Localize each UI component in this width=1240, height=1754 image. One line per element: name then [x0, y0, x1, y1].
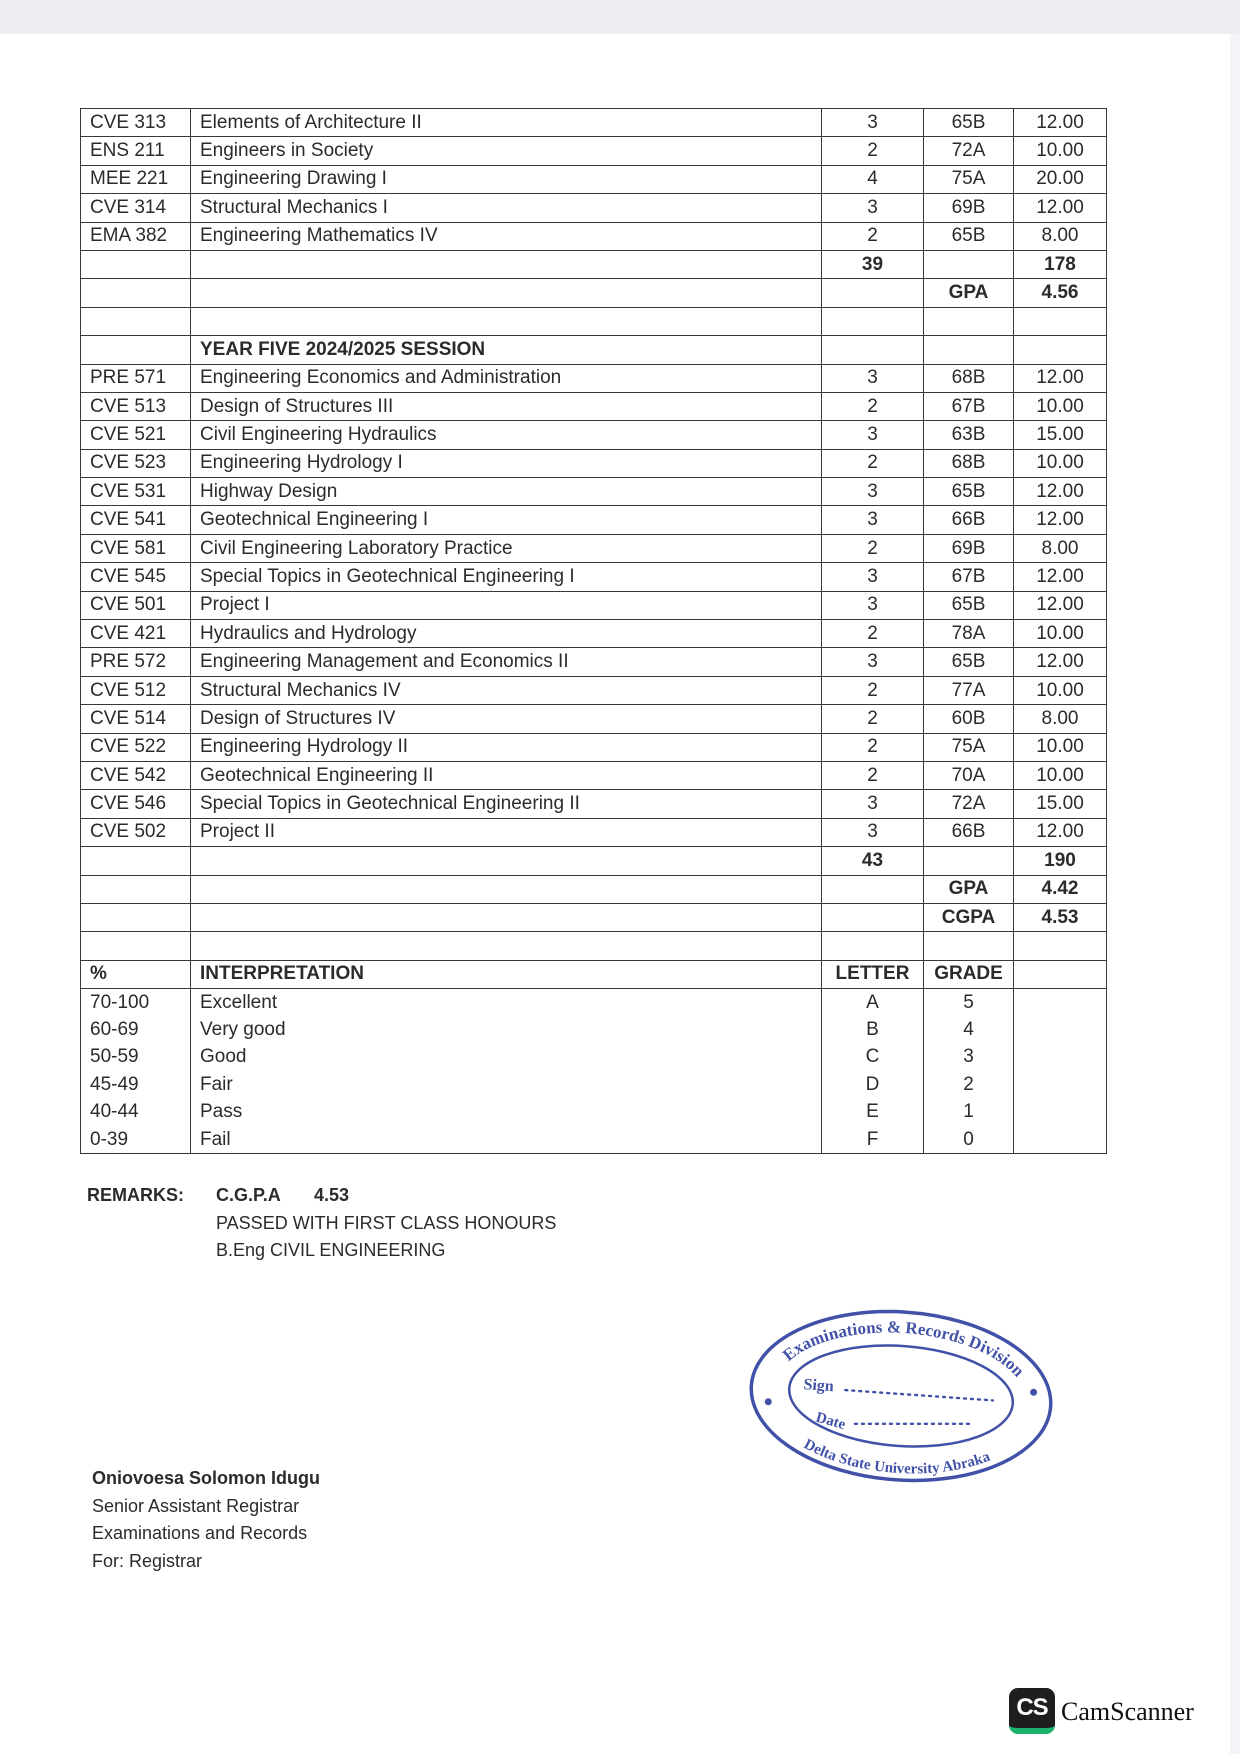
- empty-cell: [191, 875, 822, 903]
- course-title: Civil Engineering Laboratory Practice: [191, 534, 822, 562]
- letter-header: LETTER: [822, 960, 924, 988]
- course-score: 75A: [924, 733, 1014, 761]
- course-code: CVE 521: [81, 421, 191, 449]
- course-units: 4: [822, 165, 924, 193]
- interpretation-row: [81, 1126, 1107, 1154]
- course-code: CVE 581: [81, 534, 191, 562]
- course-row: [81, 818, 1107, 846]
- results-body: [81, 109, 1107, 1154]
- course-score: 77A: [924, 676, 1014, 704]
- empty-cell: [1014, 1016, 1107, 1044]
- course-title: Highway Design: [191, 478, 822, 506]
- empty-cell: [1014, 960, 1107, 988]
- course-row: [81, 421, 1107, 449]
- course-score: 65B: [924, 109, 1014, 137]
- letter-grade: E: [822, 1099, 924, 1127]
- interpretation-text: Fail: [191, 1126, 822, 1154]
- course-row: [81, 506, 1107, 534]
- course-units: 3: [822, 506, 924, 534]
- interpretation-text: Very good: [191, 1016, 822, 1044]
- course-title: Engineering Drawing I: [191, 165, 822, 193]
- empty-cell: [822, 279, 924, 307]
- course-code: CVE 546: [81, 790, 191, 818]
- course-row: [81, 591, 1107, 619]
- course-score: 65B: [924, 648, 1014, 676]
- remarks-degree: B.Eng CIVIL ENGINEERING: [216, 1240, 446, 1260]
- interpretation-text: Pass: [191, 1099, 822, 1127]
- total-row: [81, 250, 1107, 278]
- course-row: [81, 790, 1107, 818]
- course-points: 12.00: [1014, 648, 1107, 676]
- grade-point: 0: [924, 1126, 1014, 1154]
- course-points: 12.00: [1014, 194, 1107, 222]
- remarks-cgpa-label: C.G.P.A: [216, 1185, 281, 1205]
- total-points: 178: [1014, 250, 1107, 278]
- empty-cell: [1014, 989, 1107, 1017]
- course-points: 8.00: [1014, 222, 1107, 250]
- scan-top-margin: [0, 0, 1240, 34]
- stamp-dot-right: [1030, 1389, 1037, 1396]
- cgpa-label: CGPA: [924, 903, 1014, 931]
- empty-cell: [81, 875, 191, 903]
- course-code: CVE 501: [81, 591, 191, 619]
- course-units: 3: [822, 421, 924, 449]
- percent-range: 70-100: [81, 989, 191, 1017]
- course-code: CVE 541: [81, 506, 191, 534]
- course-units: 3: [822, 563, 924, 591]
- course-points: 15.00: [1014, 790, 1107, 818]
- letter-grade: D: [822, 1071, 924, 1099]
- course-row: [81, 761, 1107, 789]
- camscanner-brand: CamScanner: [1061, 1697, 1194, 1726]
- course-code: CVE 531: [81, 478, 191, 506]
- camscanner-logo-icon: [1009, 1688, 1055, 1734]
- gpa-row: [81, 279, 1107, 307]
- session-heading: YEAR FIVE 2024/2025 SESSION: [191, 336, 822, 364]
- signatory-on-behalf: For: Registrar: [92, 1551, 203, 1571]
- empty-cell: [81, 847, 191, 875]
- stamp-sign-line: [845, 1390, 993, 1400]
- course-title: Design of Structures IV: [191, 705, 822, 733]
- course-code: CVE 545: [81, 563, 191, 591]
- total-units: 43: [822, 847, 924, 875]
- course-row: [81, 137, 1107, 165]
- course-code: CVE 514: [81, 705, 191, 733]
- course-units: 3: [822, 194, 924, 222]
- course-score: 67B: [924, 392, 1014, 420]
- total-points: 190: [1014, 847, 1107, 875]
- course-title: Hydraulics and Hydrology: [191, 620, 822, 648]
- empty-cell: [81, 932, 191, 960]
- course-row: [81, 165, 1107, 193]
- course-row: [81, 478, 1107, 506]
- empty-cell: [81, 279, 191, 307]
- course-score: 68B: [924, 364, 1014, 392]
- empty-cell: [81, 307, 191, 335]
- empty-cell: [191, 250, 822, 278]
- grade-point: 4: [924, 1016, 1014, 1044]
- empty-cell: [1014, 1126, 1107, 1154]
- course-units: 3: [822, 591, 924, 619]
- course-row: [81, 534, 1107, 562]
- empty-cell: [81, 336, 191, 364]
- blank-row: [81, 307, 1107, 335]
- course-title: Geotechnical Engineering II: [191, 761, 822, 789]
- course-points: 8.00: [1014, 534, 1107, 562]
- empty-cell: [822, 336, 924, 364]
- empty-cell: [822, 307, 924, 335]
- course-points: 12.00: [1014, 591, 1107, 619]
- grade-header: GRADE: [924, 960, 1014, 988]
- letter-grade: F: [822, 1126, 924, 1154]
- course-score: 72A: [924, 790, 1014, 818]
- remarks-class-of-degree: PASSED WITH FIRST CLASS HONOURS: [216, 1213, 557, 1233]
- course-code: CVE 522: [81, 733, 191, 761]
- course-units: 2: [822, 620, 924, 648]
- letter-grade: B: [822, 1016, 924, 1044]
- course-units: 2: [822, 733, 924, 761]
- letter-grade: C: [822, 1044, 924, 1072]
- empty-cell: [822, 903, 924, 931]
- stamp-date-label: Date: [813, 1409, 848, 1434]
- course-title: Geotechnical Engineering I: [191, 506, 822, 534]
- course-points: 12.00: [1014, 506, 1107, 534]
- course-score: 65B: [924, 478, 1014, 506]
- course-title: Structural Mechanics IV: [191, 676, 822, 704]
- empty-cell: [822, 932, 924, 960]
- course-row: [81, 705, 1107, 733]
- course-points: 10.00: [1014, 137, 1107, 165]
- course-points: 10.00: [1014, 676, 1107, 704]
- session-heading-row: [81, 336, 1107, 364]
- empty-cell: [81, 250, 191, 278]
- course-points: 12.00: [1014, 364, 1107, 392]
- empty-cell: [1014, 336, 1107, 364]
- letter-grade: A: [822, 989, 924, 1017]
- interpretation-text: Fair: [191, 1071, 822, 1099]
- interpretation-text: Good: [191, 1044, 822, 1072]
- percent-range: 40-44: [81, 1099, 191, 1127]
- course-score: 68B: [924, 449, 1014, 477]
- course-points: 10.00: [1014, 392, 1107, 420]
- total-units: 39: [822, 250, 924, 278]
- camscanner-logo-text: CS: [1016, 1694, 1048, 1721]
- course-title: Design of Structures III: [191, 392, 822, 420]
- course-points: 20.00: [1014, 165, 1107, 193]
- empty-cell: [81, 903, 191, 931]
- remarks-label: REMARKS:: [87, 1185, 184, 1205]
- course-units: 3: [822, 790, 924, 818]
- empty-cell: [822, 875, 924, 903]
- stamp-date-line: [855, 1416, 969, 1432]
- course-title: Civil Engineering Hydraulics: [191, 421, 822, 449]
- course-title: Elements of Architecture II: [191, 109, 822, 137]
- course-points: 15.00: [1014, 421, 1107, 449]
- course-units: 2: [822, 534, 924, 562]
- course-code: CVE 513: [81, 392, 191, 420]
- interpretation-row: [81, 1099, 1107, 1127]
- course-code: EMA 382: [81, 222, 191, 250]
- course-code: CVE 421: [81, 620, 191, 648]
- course-code: PRE 571: [81, 364, 191, 392]
- gpa-value: 4.56: [1014, 279, 1107, 307]
- course-points: 12.00: [1014, 818, 1107, 846]
- remarks-cgpa-value: 4.53: [314, 1185, 350, 1205]
- grade-point: 3: [924, 1044, 1014, 1072]
- interpretation-header-row: [81, 960, 1107, 988]
- course-score: 75A: [924, 165, 1014, 193]
- course-units: 2: [822, 761, 924, 789]
- empty-cell: [1014, 307, 1107, 335]
- cgpa-value: 4.53: [1014, 903, 1107, 931]
- course-units: 2: [822, 449, 924, 477]
- course-title: Engineering Mathematics IV: [191, 222, 822, 250]
- course-points: 10.00: [1014, 733, 1107, 761]
- course-code: CVE 523: [81, 449, 191, 477]
- course-title: Project II: [191, 818, 822, 846]
- course-title: Engineering Economics and Administration: [191, 364, 822, 392]
- empty-cell: [1014, 1044, 1107, 1072]
- interpretation-row: [81, 1071, 1107, 1099]
- grade-point: 5: [924, 989, 1014, 1017]
- course-points: 12.00: [1014, 109, 1107, 137]
- course-title: Engineering Hydrology II: [191, 733, 822, 761]
- empty-cell: [191, 307, 822, 335]
- gpa-value: 4.42: [1014, 875, 1107, 903]
- scan-right-margin: [1230, 34, 1240, 1754]
- course-units: 2: [822, 222, 924, 250]
- signatory-department: Examinations and Records: [92, 1523, 308, 1543]
- course-title: Special Topics in Geotechnical Engineering II: [191, 790, 822, 818]
- course-code: CVE 542: [81, 761, 191, 789]
- course-units: 2: [822, 705, 924, 733]
- records-division-stamp: [737, 1290, 1065, 1502]
- percent-range: 60-69: [81, 1016, 191, 1044]
- stamp-sign-label: Sign: [802, 1376, 835, 1396]
- course-score: 78A: [924, 620, 1014, 648]
- course-units: 2: [822, 392, 924, 420]
- grade-point: 1: [924, 1099, 1014, 1127]
- empty-cell: [924, 932, 1014, 960]
- empty-cell: [1014, 1099, 1107, 1127]
- stamp-top-text: Examinations & Records Division: [779, 1317, 1029, 1381]
- course-score: 63B: [924, 421, 1014, 449]
- course-points: 12.00: [1014, 478, 1107, 506]
- course-score: 67B: [924, 563, 1014, 591]
- course-score: 66B: [924, 506, 1014, 534]
- course-code: PRE 572: [81, 648, 191, 676]
- course-score: 70A: [924, 761, 1014, 789]
- course-code: MEE 221: [81, 165, 191, 193]
- course-title: Structural Mechanics I: [191, 194, 822, 222]
- percent-range: 45-49: [81, 1071, 191, 1099]
- stamp-dot-left: [765, 1398, 772, 1405]
- course-row: [81, 620, 1107, 648]
- course-score: 72A: [924, 137, 1014, 165]
- interpretation-header: INTERPRETATION: [191, 960, 822, 988]
- course-points: 10.00: [1014, 449, 1107, 477]
- empty-cell: [191, 903, 822, 931]
- empty-cell: [924, 307, 1014, 335]
- interpretation-row: [81, 1016, 1107, 1044]
- course-row: [81, 449, 1107, 477]
- course-code: CVE 512: [81, 676, 191, 704]
- empty-cell: [191, 932, 822, 960]
- signatory-title: Senior Assistant Registrar: [92, 1496, 300, 1516]
- course-units: 2: [822, 137, 924, 165]
- course-score: 60B: [924, 705, 1014, 733]
- course-units: 3: [822, 478, 924, 506]
- course-title: Engineering Management and Economics II: [191, 648, 822, 676]
- course-row: [81, 364, 1107, 392]
- results-table: [80, 108, 1107, 1154]
- course-code: ENS 211: [81, 137, 191, 165]
- course-points: 10.00: [1014, 761, 1107, 789]
- signatory-name: Oniovoesa Solomon Idugu: [92, 1468, 321, 1488]
- empty-cell: [1014, 1071, 1107, 1099]
- course-units: 3: [822, 109, 924, 137]
- course-title: Engineers in Society: [191, 137, 822, 165]
- blank-row: [81, 932, 1107, 960]
- course-units: 3: [822, 364, 924, 392]
- gpa-label: GPA: [924, 279, 1014, 307]
- course-row: [81, 392, 1107, 420]
- course-code: CVE 502: [81, 818, 191, 846]
- interpretation-row: [81, 1044, 1107, 1072]
- course-score: 65B: [924, 591, 1014, 619]
- gpa-label: GPA: [924, 875, 1014, 903]
- course-code: CVE 313: [81, 109, 191, 137]
- interpretation-text: Excellent: [191, 989, 822, 1017]
- course-points: 12.00: [1014, 563, 1107, 591]
- course-row: [81, 733, 1107, 761]
- course-row: [81, 222, 1107, 250]
- empty-cell: [924, 250, 1014, 278]
- interpretation-row: [81, 989, 1107, 1017]
- percent-header: %: [81, 960, 191, 988]
- course-points: 10.00: [1014, 620, 1107, 648]
- course-code: CVE 314: [81, 194, 191, 222]
- course-row: [81, 563, 1107, 591]
- empty-cell: [924, 847, 1014, 875]
- course-score: 69B: [924, 534, 1014, 562]
- course-score: 66B: [924, 818, 1014, 846]
- course-title: Project I: [191, 591, 822, 619]
- course-title: Engineering Hydrology I: [191, 449, 822, 477]
- course-row: [81, 194, 1107, 222]
- course-title: Special Topics in Geotechnical Engineering I: [191, 563, 822, 591]
- empty-cell: [924, 336, 1014, 364]
- grade-point: 2: [924, 1071, 1014, 1099]
- course-row: [81, 648, 1107, 676]
- course-row: [81, 676, 1107, 704]
- empty-cell: [191, 847, 822, 875]
- course-units: 3: [822, 648, 924, 676]
- total-row: [81, 847, 1107, 875]
- percent-range: 50-59: [81, 1044, 191, 1072]
- course-row: [81, 109, 1107, 137]
- gpa-row: [81, 875, 1107, 903]
- percent-range: 0-39: [81, 1126, 191, 1154]
- course-units: 2: [822, 676, 924, 704]
- course-units: 3: [822, 818, 924, 846]
- course-score: 69B: [924, 194, 1014, 222]
- stamp-bottom-text: Delta State University Abraka: [801, 1436, 993, 1478]
- empty-cell: [191, 279, 822, 307]
- cgpa-row: [81, 903, 1107, 931]
- course-score: 65B: [924, 222, 1014, 250]
- course-points: 8.00: [1014, 705, 1107, 733]
- empty-cell: [1014, 932, 1107, 960]
